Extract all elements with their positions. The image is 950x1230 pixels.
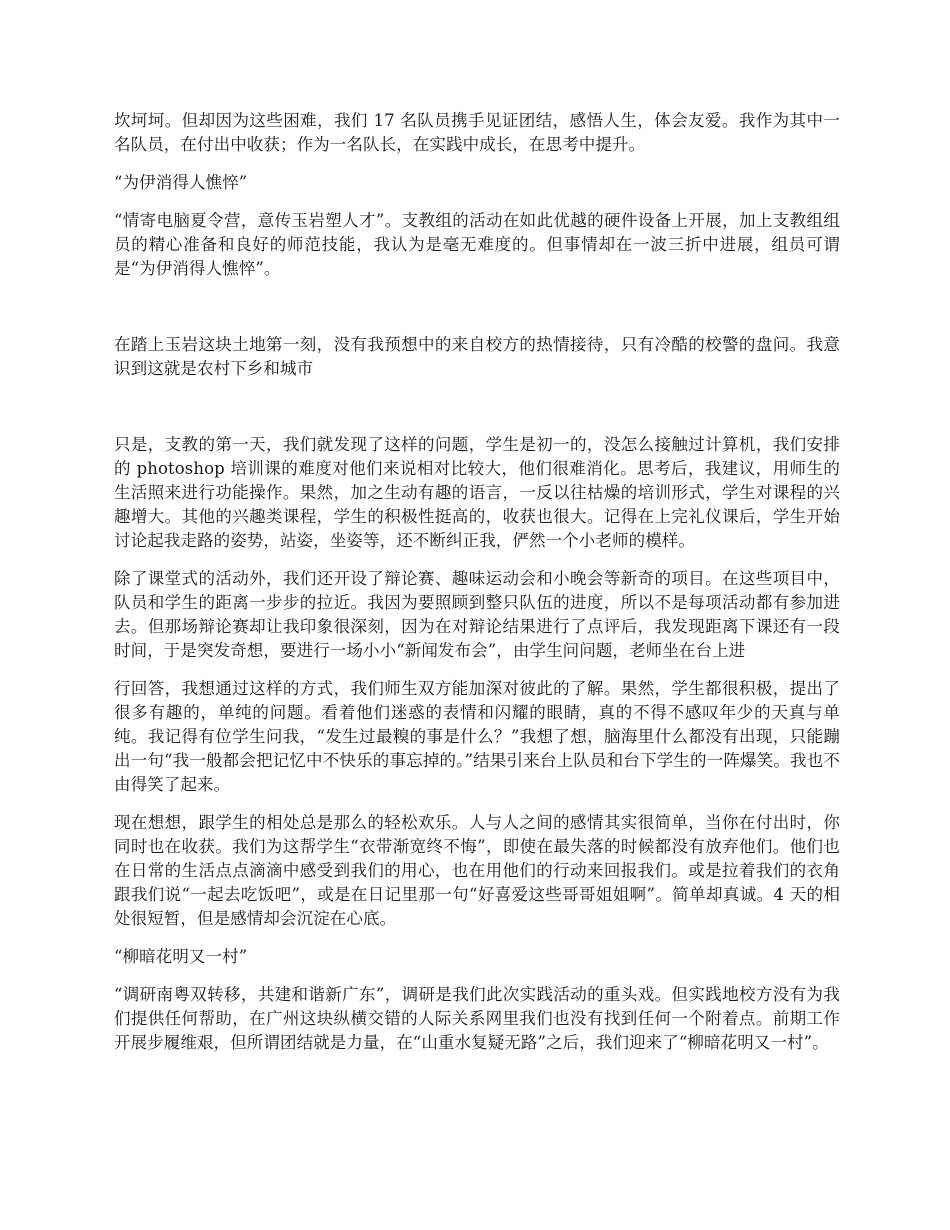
paragraph: 在踏上玉岩这块土地第一刻，没有我预想中的来自校方的热情接待，只有冷酷的校警的盘问。我意识到这就是农村下乡和城市 (114, 335, 840, 378)
section-heading: “柳暗花明又一村” (114, 947, 248, 966)
section-heading: “为伊消得人憔悴” (114, 173, 248, 192)
paragraph: “调研南粤双转移，共建和谐新广东”，调研是我们此次实践活动的重头戏。但实践地校方没有为我们提供任何帮助，在广州这块纵横交错的人际关系网里我们也没有找到任何一个附着点。前期工作开展步履维艰，但所谓团结就是力量，在“山重水复疑无路”之后，我们迎来了“柳暗花明又一村”。 (114, 985, 840, 1052)
paragraph: 行回答，我想通过这样的方式，我们师生双方能加深对彼此的了解。果然，学生都很积极，提出了很多有趣的，单纯的问题。看着他们迷惑的表情和闪耀的眼睛，真的不得不感叹年少的天真与单纯。我记得有位学生问我，“发生过最糗的事是什么？”我想了想，脑海里什么都没有出现，只能蹦出一句“我一般都会把记忆中不快乐的事忘掉的。”结果引来台上队员和台下学生的一阵爆笑。我也不由得笑了起来。 (114, 679, 840, 794)
paragraph: 只是，支教的第一天，我们就发现了这样的问题，学生是初一的，没怎么接触过计算机，我们安排的 photoshop 培训课的难度对他们来说相对比较大，他们很难消化。思考后，我建议，用师生的生活照来进行功能操作。果然，加之生动有趣的语言，一反以往枯燥的培训形式，学生对课程的兴趣增大。其他的兴趣类课程，学生的积极性挺高的，收获也很大。记得在上完礼仪课后，学生开始讨论起我走路的姿势，站姿，坐姿等，还不断纠正我，俨然一个小老师的模样。 (114, 435, 840, 550)
paragraph: “情寄电脑夏令营，意传玉岩塑人才”。支教组的活动在如此优越的硬件设备上开展，加上支教组组员的精心准备和良好的师范技能，我认为是毫无难度的。但事情却在一波三折中进展，组员可谓是“为伊消得人憔悴”。 (114, 211, 840, 278)
paragraph: 坎坷坷。但却因为这些困难，我们 17 名队员携手见证团结，感悟人生，体会友爱。我作为其中一名队员，在付出中收获；作为一名队长，在实践中成长，在思考中提升。 (114, 111, 840, 154)
paragraph: 除了课堂式的活动外，我们还开设了辩论赛、趣味运动会和小晚会等新奇的项目。在这些项目中，队员和学生的距离一步步的拉近。我因为要照顾到整只队伍的进度，所以不是每项活动都有参加进去。但那场辩论赛却让我印象很深刻，因为在对辩论结果进行了点评后，我发现距离下课还有一段时间，于是突发奇想，要进行一场小小“新闻发布会”，由学生问问题，老师坐在台上进 (114, 569, 840, 660)
paragraph: 现在想想，跟学生的相处总是那么的轻松欢乐。人与人之间的感情其实很简单，当你在付出时，你同时也在收获。我们为这帮学生“衣带渐宽终不悔”，即使在最失落的时候都没有放弃他们。他们也在日常的生活点点滴滴中感受到我们的用心，也在用他们的行动来回报我们。或是拉着我们的衣角跟我们说“一起去吃饭吧”，或是在日记里那一句“好喜爱这些哥哥姐姐啊”。简单却真诚。4 天的相处很短暂，但是感情却会沉淀在心底。 (114, 813, 840, 928)
blank-gap (114, 295, 840, 333)
blank-gap (114, 395, 840, 433)
document-page (114, 109, 840, 1069)
